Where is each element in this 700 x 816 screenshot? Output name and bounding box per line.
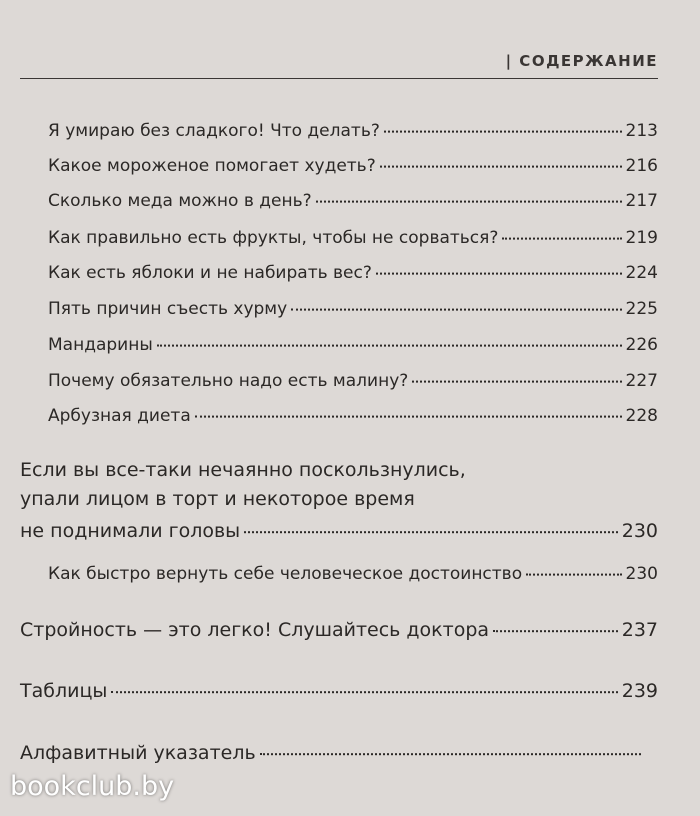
toc-section-page: 230: [621, 520, 658, 542]
toc-entry[interactable]: [48, 224, 658, 248]
toc-entry-title: Арбузная диета: [48, 406, 191, 426]
toc-entry[interactable]: [48, 187, 658, 211]
dot-leader: [157, 328, 622, 347]
toc-entry-page: 217: [625, 191, 658, 211]
dot-leader: [493, 611, 618, 632]
toc-section[interactable]: [20, 615, 658, 641]
dot-leader: [111, 672, 617, 693]
dot-leader: [316, 184, 622, 203]
watermark: bookclub.by: [10, 771, 175, 802]
dot-leader: [380, 149, 622, 168]
toc-entry-page: 216: [625, 156, 658, 176]
dot-leader: [502, 221, 621, 240]
dot-leader: [526, 557, 621, 576]
toc-entry-title: Я умираю без сладкого! Что делать?: [48, 121, 380, 141]
toc-entry-page: 225: [625, 299, 658, 319]
toc-section-title: Алфавитный указатель: [20, 742, 256, 764]
toc-entry[interactable]: [48, 402, 658, 426]
toc-section-page: 237: [621, 619, 658, 641]
toc-entry[interactable]: [48, 259, 658, 283]
toc-section[interactable]: [20, 676, 658, 702]
toc-entry-title: Мандарины: [48, 335, 153, 355]
toc-entry[interactable]: [48, 152, 658, 176]
toc-entry-page: 227: [625, 371, 658, 391]
toc-entry-page: 230: [625, 564, 658, 584]
toc-entry-title: Как есть яблоки и не набирать вес?: [48, 263, 372, 283]
section-heading-line: Если вы все-таки нечаянно поскользнулись,: [20, 459, 466, 481]
dot-leader: [195, 399, 622, 418]
toc-entry-page: 226: [625, 335, 658, 355]
dot-leader: [412, 364, 621, 383]
toc-entry[interactable]: [48, 295, 658, 319]
toc-section-title: не поднимали головы: [20, 520, 241, 542]
toc-section-title: Стройность — это легко! Слушайтесь доктора: [20, 619, 490, 641]
running-header: | СОДЕРЖАНИЕ: [505, 52, 658, 70]
toc-entry[interactable]: [48, 367, 658, 391]
section-heading-line: упали лицом в торт и некоторое время: [20, 488, 415, 510]
toc-section[interactable]: [20, 738, 645, 764]
toc-section[interactable]: [20, 516, 658, 542]
dot-leader: [260, 734, 641, 755]
dot-leader: [291, 292, 621, 311]
dot-leader: [376, 256, 622, 275]
toc-entry-page: 224: [625, 263, 658, 283]
toc-entry-page: 219: [625, 228, 658, 248]
toc-entry-title: Почему обязательно надо есть малину?: [48, 371, 409, 391]
header-rule: [20, 78, 658, 79]
toc-entry-title: Пять причин съесть хурму: [48, 299, 288, 319]
toc-entry-page: 228: [625, 406, 658, 426]
toc-section-page: 239: [621, 680, 658, 702]
toc-entry-title: Сколько меда можно в день?: [48, 191, 312, 211]
toc-entry-page: 213: [625, 121, 658, 141]
toc-entry[interactable]: [48, 117, 658, 141]
dot-leader: [244, 512, 618, 533]
dot-leader: [384, 114, 622, 133]
toc-entry-title: Как быстро вернуть себе человеческое достоинство: [48, 564, 523, 584]
toc-section-title: Таблицы: [20, 680, 108, 702]
toc-entry[interactable]: [48, 331, 658, 355]
toc-entry[interactable]: [48, 560, 658, 584]
toc-entry-title: Какое мороженое помогает худеть?: [48, 156, 376, 176]
toc-entry-title: Как правильно есть фрукты, чтобы не сорваться?: [48, 228, 499, 248]
